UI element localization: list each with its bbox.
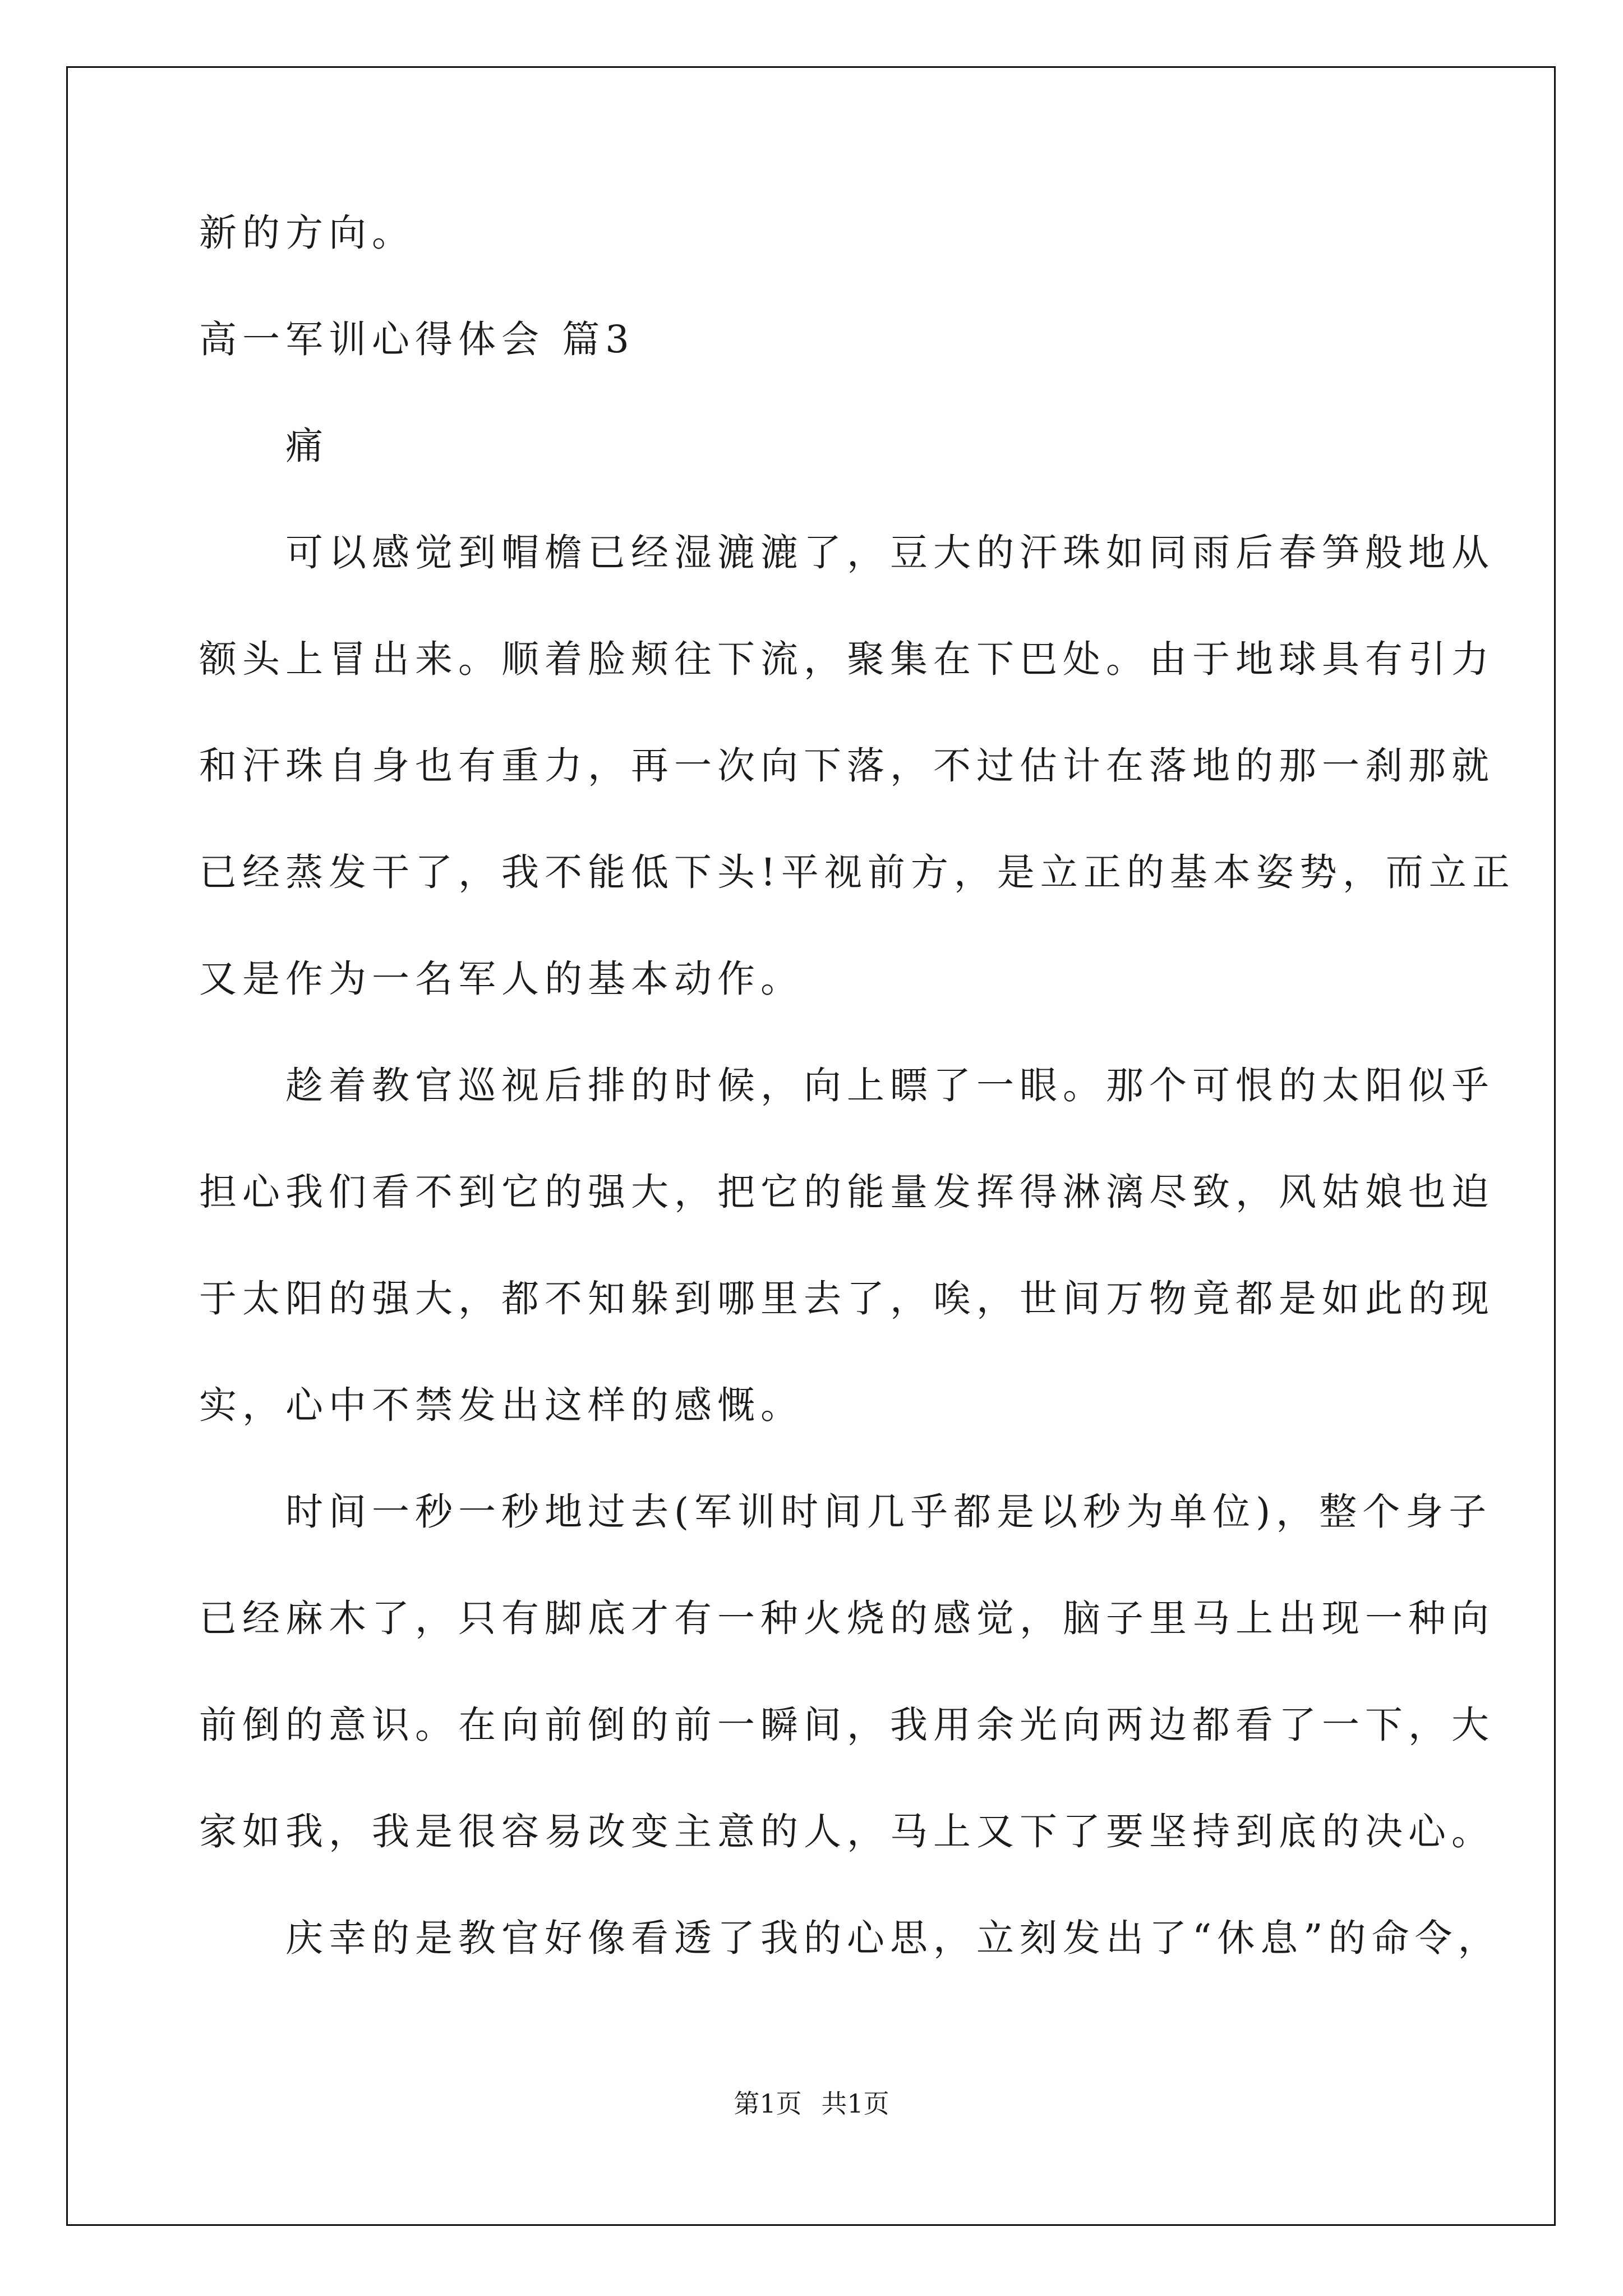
text-line: 新的方向。 [199,211,415,255]
text-line: 趁着教官巡视后排的时候，向上瞟了一眼。那个可恨的太阳似乎 [199,1064,1495,1107]
text-line: 痛 [199,424,329,468]
text-line: 时间一秒一秒地过去(军训时间几乎都是以秒为单位)，整个身子 [199,1490,1492,1534]
text-line: 实，心中不禁发出这样的感慨。 [199,1383,804,1427]
text-line: 可以感觉到帽檐已经湿漉漉了，豆大的汗珠如同雨后春笋般地从 [199,531,1495,574]
section-heading: 高一军训心得体会 篇3 [199,318,635,361]
text-line: 担心我们看不到它的强大，把它的能量发挥得淋漓尽致，风姑娘也迫 [199,1170,1495,1214]
page-footer [0,2087,1623,2120]
page-number: 第1页 [734,2088,802,2119]
page-border [66,66,1556,2226]
text-line: 已经麻木了，只有脚底才有一种火烧的感觉，脑子里马上出现一种向 [199,1596,1495,1640]
text-line: 于太阳的强大，都不知躲到哪里去了，唉，世间万物竟都是如此的现 [199,1277,1495,1320]
text-line: 额头上冒出来。顺着脸颊往下流，聚集在下巴处。由于地球具有引力 [199,637,1495,681]
text-line: 已经蒸发干了，我不能低下头!平视前方，是立正的基本姿势，而立正 [199,850,1515,894]
text-line: 庆幸的是教官好像看透了我的心思，立刻发出了“休息”的命令， [199,1916,1501,1960]
text-line: 和汗珠自身也有重力，再一次向下落，不过估计在落地的那一刹那就 [199,744,1495,788]
text-line: 家如我，我是很容易改变主意的人，马上又下了要坚持到底的决心。 [199,1810,1495,1853]
page-total: 共1页 [821,2088,889,2119]
text-line: 又是作为一名军人的基本动作。 [199,957,804,1001]
text-line: 前倒的意识。在向前倒的前一瞬间，我用余光向两边都看了一下，大 [199,1703,1495,1747]
